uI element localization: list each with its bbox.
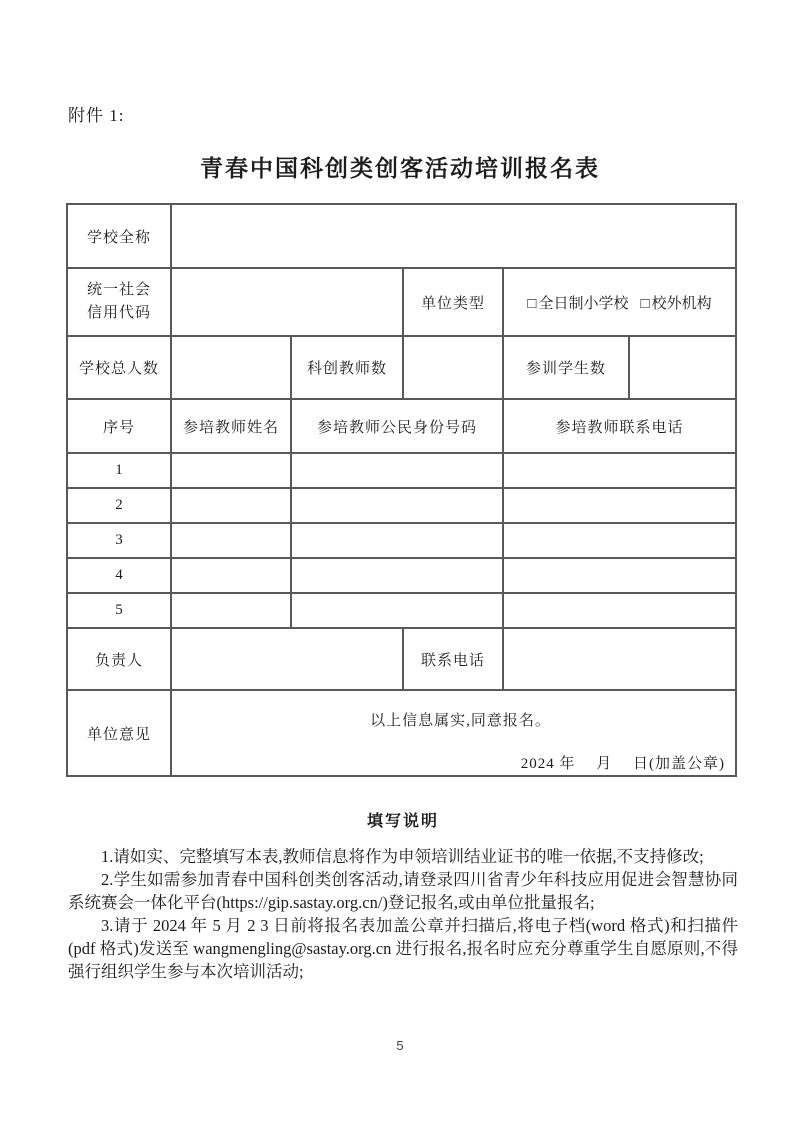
credit-code-label bbox=[67, 268, 171, 336]
credit-code-label-line1: 统一社会 bbox=[86, 281, 151, 298]
col-header-teacher-name: 参培教师姓名 bbox=[171, 399, 291, 453]
col-header-index: 序号 bbox=[67, 399, 171, 453]
teacher-name-cell bbox=[171, 488, 291, 523]
option-label: 校外机构 bbox=[651, 295, 712, 312]
option-label: 全日制小学校 bbox=[538, 295, 629, 312]
registration-form-table bbox=[66, 203, 737, 777]
teacher-name-cell bbox=[171, 523, 291, 558]
row-number: 4 bbox=[67, 558, 171, 593]
instruction-item: 1.请如实、完整填写本表,教师信息将作为申领培训结业证书的唯一依据,不支持修改; bbox=[101, 847, 704, 866]
teacher-row bbox=[67, 558, 736, 593]
teacher-phone-cell bbox=[503, 488, 736, 523]
instruction-item: 2.学生如需参加青春中国科创类创客活动,请登录四川省青少年科技应用促进会智慧协同系统赛会一体化平台(https://gip.sastay.org.cn/)登记报名,或由单位批量报名; bbox=[68, 870, 738, 912]
manager-phone-cell bbox=[503, 628, 736, 690]
teacher-id-cell bbox=[291, 453, 503, 488]
credit-code-label-line2: 信用代码 bbox=[86, 305, 151, 321]
teacher-row bbox=[67, 523, 736, 558]
option-full-time-primary-school bbox=[527, 296, 628, 312]
teacher-name-cell bbox=[171, 593, 291, 628]
checkbox-icon: □ bbox=[640, 295, 650, 312]
teacher-table-header-row bbox=[67, 399, 736, 453]
school-name-row bbox=[67, 204, 736, 268]
row-number: 3 bbox=[67, 523, 171, 558]
row-number: 2 bbox=[67, 488, 171, 523]
trainee-students-label: 参训学生数 bbox=[503, 336, 629, 399]
teacher-phone-cell bbox=[503, 558, 736, 593]
instructions-heading: 填写说明 bbox=[366, 813, 439, 830]
teacher-id-cell bbox=[291, 593, 503, 628]
credit-code-row bbox=[67, 268, 736, 336]
school-name-label: 学校全称 bbox=[67, 204, 171, 268]
filling-instructions bbox=[68, 810, 738, 983]
checkbox-icon: □ bbox=[527, 295, 537, 312]
opinion-date-line: 2024 年 月 日(加盖公章) bbox=[520, 756, 725, 772]
row-number: 5 bbox=[67, 593, 171, 628]
unit-opinion-content-cell bbox=[171, 690, 736, 776]
teacher-phone-cell bbox=[503, 593, 736, 628]
teacher-row bbox=[67, 593, 736, 628]
manager-row bbox=[67, 628, 736, 690]
school-total-label: 学校总人数 bbox=[67, 336, 171, 399]
unit-type-label: 单位类型 bbox=[403, 268, 503, 336]
row-number: 1 bbox=[67, 453, 171, 488]
teacher-phone-cell bbox=[503, 523, 736, 558]
trainee-students-input-cell bbox=[629, 336, 736, 399]
teacher-name-cell bbox=[171, 453, 291, 488]
instruction-item: 3.请于 2024 年 5 月 2 3 日前将报名表加盖公章并扫描后,将电子档(word 格式)和扫描件(pdf 格式)发送至 wangmengling@sastay.org.cn 进行报名,报名时应充分尊重学生自愿原则,不得强行组织学生参与本次培训活动; bbox=[68, 916, 738, 981]
school-name-input-cell bbox=[171, 204, 736, 268]
manager-name-cell bbox=[171, 628, 403, 690]
sci-teachers-input-cell bbox=[403, 336, 503, 399]
teacher-id-cell bbox=[291, 523, 503, 558]
manager-label: 负责人 bbox=[67, 628, 171, 690]
page-number: 5 bbox=[396, 1038, 404, 1053]
teacher-row bbox=[67, 488, 736, 523]
teacher-id-cell bbox=[291, 488, 503, 523]
unit-opinion-label: 单位意见 bbox=[67, 690, 171, 776]
school-total-input-cell bbox=[171, 336, 291, 399]
option-off-campus-institution bbox=[641, 296, 712, 312]
teacher-id-cell bbox=[291, 558, 503, 593]
unit-type-options-cell bbox=[503, 268, 736, 336]
counts-row bbox=[67, 336, 736, 399]
page-title: 青春中国科创类创客活动培训报名表 bbox=[200, 156, 600, 181]
credit-code-input-cell bbox=[171, 268, 403, 336]
attachment-label: 附件 1: bbox=[68, 106, 125, 125]
teacher-name-cell bbox=[171, 558, 291, 593]
col-header-teacher-id: 参培教师公民身份号码 bbox=[291, 399, 503, 453]
teacher-phone-cell bbox=[503, 453, 736, 488]
manager-phone-label: 联系电话 bbox=[403, 628, 503, 690]
opinion-statement: 以上信息属实,同意报名。 bbox=[370, 713, 551, 729]
unit-opinion-row bbox=[67, 690, 736, 776]
teacher-row bbox=[67, 453, 736, 488]
sci-teachers-label: 科创教师数 bbox=[291, 336, 403, 399]
col-header-teacher-phone: 参培教师联系电话 bbox=[503, 399, 736, 453]
